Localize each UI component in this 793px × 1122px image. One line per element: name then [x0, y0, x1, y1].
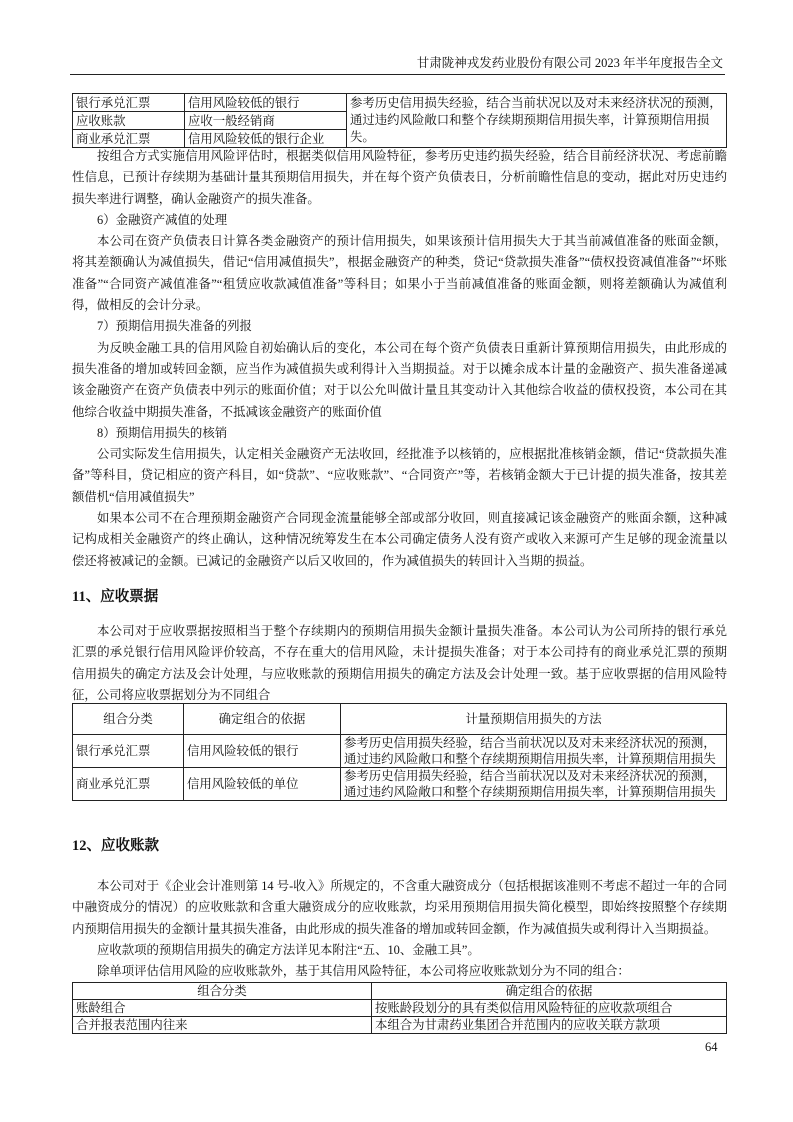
- table-cell: 商业承兑汇票: [73, 768, 184, 801]
- table-cell: 应收一般经销商: [185, 112, 347, 130]
- table-cell: 合并报表范围内往来: [73, 1017, 372, 1034]
- section-11-body: [72, 621, 727, 706]
- table-row: [73, 94, 727, 112]
- section-12-heading: 12、应收账款: [72, 838, 159, 854]
- table-cell: 本组合为甘肃药业集团合并范围内的应收关联方款项: [372, 1017, 727, 1034]
- table-cell: 信用风险较低的银行: [184, 735, 341, 768]
- paragraph: 本公司对于《企业会计准则第 14 号-收入》所规定的，不含重大融资成分（包括根据该准则不考虑不超过一年的合同中融资成分的情况）的应收账款和含重大融资成分的应收账款，均采用预期信用损失简化模型，即始终按照整个存续期内预期信用损失的金额计量其损失准备，由此形成的损失准备的增加或转回金额，作为减值损失或利得计入当期损益。: [72, 879, 727, 936]
- paragraph: 应收款项的预期信用损失的确定方法详见本附注“五、10、金融工具”。: [97, 942, 480, 957]
- table-cell: 账龄组合: [73, 1000, 372, 1017]
- page-header-title: 甘肃陇神戎发药业股份有限公司 2023 年半年度报告全文: [416, 56, 723, 70]
- table-row: [73, 768, 727, 801]
- accounts-receivable-table: [72, 982, 727, 1034]
- impairment-section-body: [72, 146, 727, 572]
- table-cell-method: 参考历史信用损失经验，结合当前状况以及对未来经济状况的预测，通过违约风险敞口和整个存续期预期信用损失率，计算预期信用损失。: [347, 94, 727, 148]
- table-header-cell: 组合分类: [73, 983, 372, 1000]
- paragraph: 为反映金融工具的信用风险自初始确认后的变化，本公司在每个资产负债表日重新计算预期信用损失，由此形成的损失准备的增加或转回金额，应当作为减值损失或利得计入当期损益。对于以摊余成本计量的金融资产、损失准备递减该金融资产在资产负债表中列示的账面价值；对于以公允叫做计量且其变动计入其他综合收益的债权投资，本公司在其他综合收益中期损失准备，不抵减该金融资产的账面价值: [72, 340, 727, 419]
- table-cell: 银行承兑汇票: [73, 735, 184, 768]
- paragraph: 本公司对于应收票据按照相当于整个存续期内的预期信用损失金额计量损失准备。本公司认为公司所持的银行承兑汇票的承兑银行信用风险评价较高，不存在重大的信用风险，未计提损失准备；对于本公司持有的商业承兑汇票的预期信用损失的确定方法及会计处理，与应收账款的预期信用损失的确定方法及会计处理一致。基于应收票据的信用风险特征，公司将应收票据划分为不同组合: [72, 624, 727, 702]
- subheading: 7）预期信用损失准备的列报: [97, 319, 252, 334]
- paragraph: 如果本公司不在合理预期金融资产合同现金流量能够全部或部分收回，则直接减记该金融资产的账面余额，这种减记构成相关金融资产的终止确认，这种情况统筹发生在本公司确定债务人没有资产或收入来源可产生足够的现金流量以偿还将被减记的金额。已减记的金融资产以后又收回的，作为减值损失的转回计入当期的损益。: [72, 511, 727, 568]
- paragraph: 除单项评估信用风险的应收账款外，基于其信用风险特征，本公司将应收账款划分为不同的组合：: [97, 964, 630, 979]
- table-cell: 银行承兑汇票: [73, 94, 185, 112]
- section-11-heading: 11、应收票据: [72, 589, 159, 605]
- table-header-row: [73, 704, 727, 735]
- subheading: 8）预期信用损失的核销: [97, 425, 228, 440]
- table-cell: 参考历史信用损失经验，结合当前状况以及对未来经济状况的预测，通过违约风险敞口和整个存续期预期信用损失率，计算预期信用损失: [341, 735, 727, 768]
- paragraph: 公司实际发生信用损失，认定相关金融资产无法收回，经批准予以核销的，应根据批准核销金额，借记“贷款损失准备”等科目，贷记相应的资产科目，如“贷款”、“应收账款”、“合同资产”等，若核销金额大于已计提的损失准备，按其差额借机“信用减值损失”: [72, 447, 727, 504]
- credit-risk-portfolio-table: [72, 93, 727, 148]
- table-row: [73, 735, 727, 768]
- notes-receivable-table: [72, 703, 727, 801]
- table-header-cell: 确定组合的依据: [372, 983, 727, 1000]
- section-12-body: [72, 876, 727, 982]
- table-row: [73, 1000, 727, 1017]
- table-row: [73, 1017, 727, 1034]
- header-divider: [70, 74, 725, 75]
- page-number: 64: [705, 1040, 718, 1054]
- table-header-row: [73, 983, 727, 1000]
- table-cell: 参考历史信用损失经验，结合当前状况以及对未来经济状况的预测，通过违约风险敞口和整个存续期预期信用损失率，计算预期信用损失: [341, 768, 727, 801]
- table-cell: 按账龄段划分的具有类似信用风险特征的应收款项组合: [372, 1000, 727, 1017]
- paragraph: 按组合方式实施信用风险评估时，根据类似信用风险特征，参考历史违约损失经验，结合目前经济状况、考虑前瞻性信息，已预计存续期为基础计量其预期信用损失，并在每个资产负债表日，分析前瞻性信息的变动，据此对历史违约损失率进行调整，确认金融资产的损失准备。: [72, 149, 727, 206]
- table-cell: 商业承兑汇票: [73, 130, 185, 148]
- table-cell: 应收账款: [73, 112, 185, 130]
- table-cell: 信用风险较低的单位: [184, 768, 341, 801]
- table-cell: 信用风险较低的银行企业: [185, 130, 347, 148]
- table-header-cell: 确定组合的依据: [184, 704, 341, 735]
- table-header-cell: 组合分类: [73, 704, 184, 735]
- table-header-cell: 计量预期信用损失的方法: [341, 704, 727, 735]
- subheading: 6）金融资产减值的处理: [97, 212, 228, 227]
- table-cell: 信用风险较低的银行: [185, 94, 347, 112]
- paragraph: 本公司在资产负债表日计算各类金融资产的预计信用损失，如果该预计信用损失大于其当前减值准备的账面金额，将其差额确认为减值损失，借记“信用减值损失”，根据金融资产的种类，贷记“贷款损失准备”“债权投资减值准备”“坏账准备”“合同资产减值准备”“租赁应收款减值准备”等科目；如果小于当前减值准备的账面金额，则将差额确认为减值利得，做相反的会计分录。: [72, 234, 727, 313]
